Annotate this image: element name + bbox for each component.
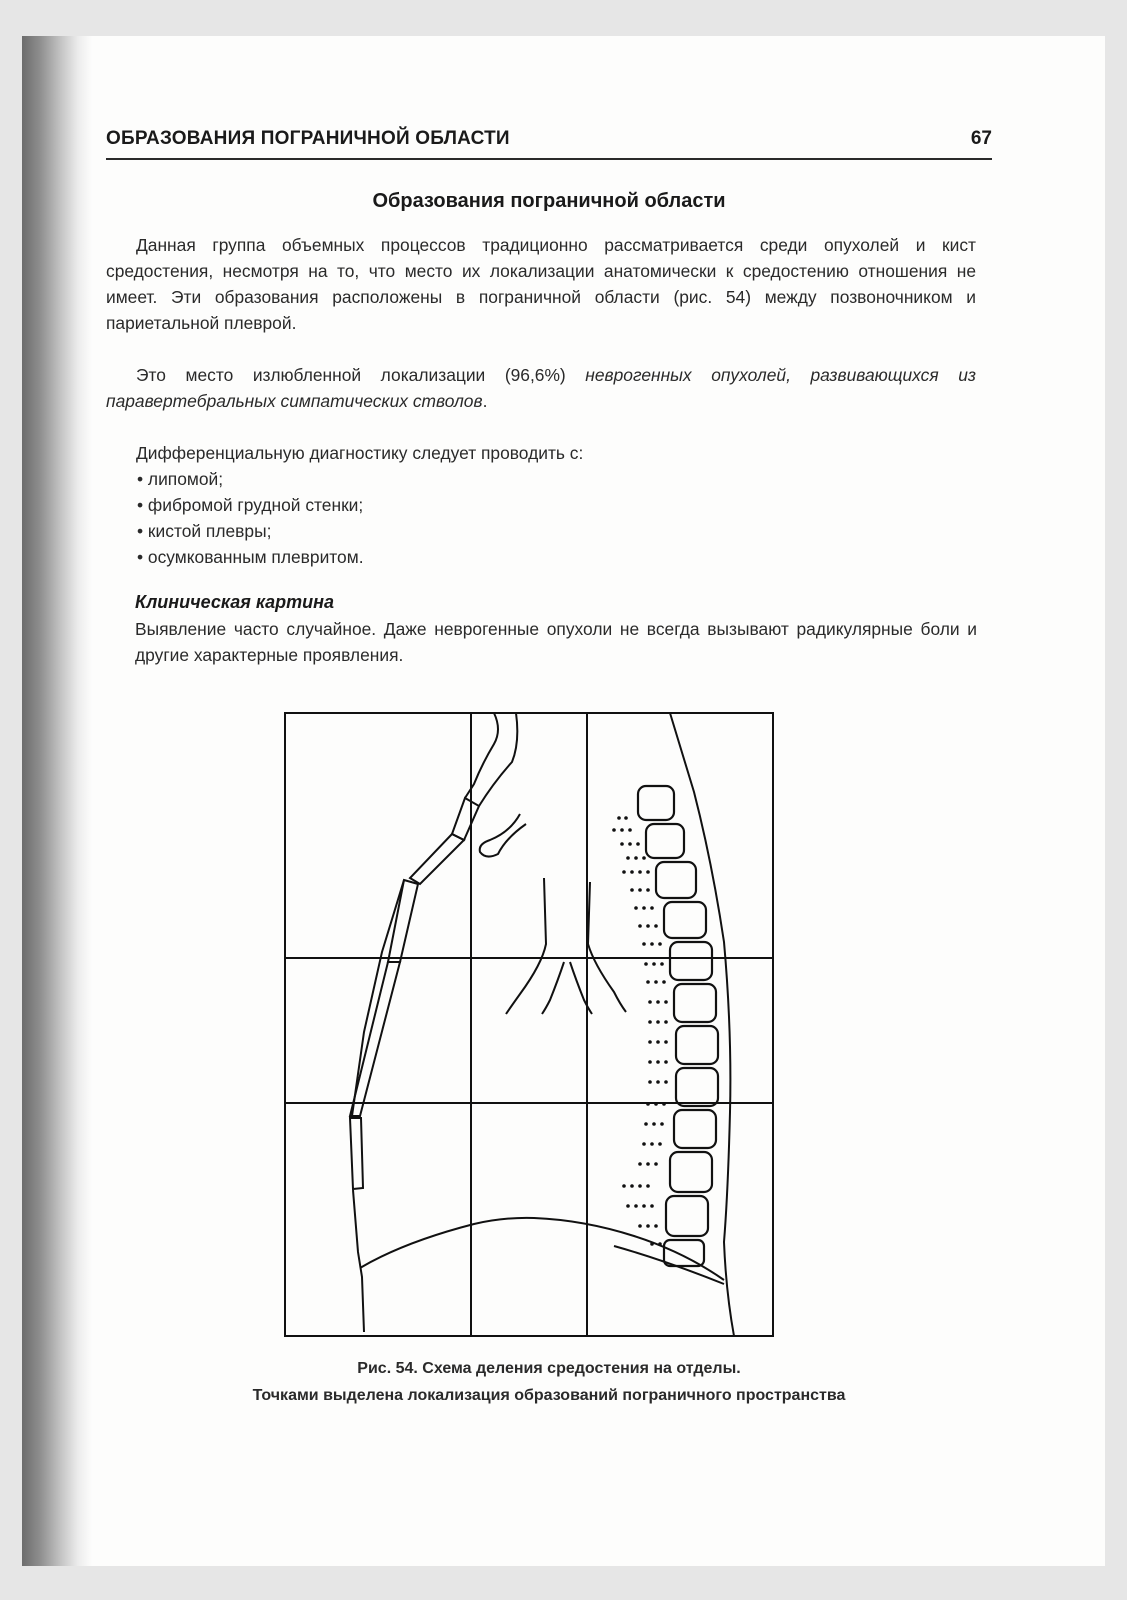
paragraph-localization-plain: Это место излюбленной локализации (96,6%) <box>136 365 586 385</box>
paragraph-intro: Данная группа объемных процессов традиционно рассматривается среди опухолей и кист средостения, несмотря на то, что место их локализации анатомически к средостению отношения не имеет. Эти образования расположены в пограничной области (рис. 54) между позвоночником и париетальной плеврой. <box>106 235 976 333</box>
list-item: • фибромой грудной стенки; <box>137 492 364 518</box>
list-item: • кистой плевры; <box>137 518 364 544</box>
running-title: ОБРАЗОВАНИЯ ПОГРАНИЧНОЙ ОБЛАСТИ <box>106 128 510 149</box>
sternum <box>350 798 479 1332</box>
page-spine-shadow <box>22 36 92 1566</box>
figure-caption-description: Точками выделена локализация образований пограничного пространства <box>252 1387 846 1404</box>
page-number: 67 <box>970 128 992 149</box>
clinical-text: Выявление часто случайное. Даже неврогенные опухоли не всегда вызывают радикулярные боли и другие характерные проявления. <box>135 619 977 665</box>
list-item: • осумкованным плевритом. <box>137 544 364 570</box>
list-item: • липомой; <box>137 466 364 492</box>
paragraph-diagnosis: Дифференциальную диагностику следует проводить с: <box>136 443 584 463</box>
trachea-and-bronchi <box>465 713 626 1014</box>
clinical-title: Клиническая картина <box>135 592 335 612</box>
paragraph-localization-italic: неврогенных опухолей, развивающихся из паравертебральных симпатических стволов <box>106 365 976 411</box>
running-header <box>106 124 992 160</box>
paravertebral-dots <box>612 816 668 1246</box>
section-title: Образования пограничной области <box>372 190 726 212</box>
vertebral-bodies <box>638 786 718 1266</box>
diaphragm <box>360 1218 724 1280</box>
mediastinum-diagram <box>284 712 774 1337</box>
book-page <box>22 36 1105 1566</box>
figure-caption-title: Рис. 54. Схема деления средостения на отделы. <box>357 1360 741 1377</box>
paragraph-localization <box>106 362 976 414</box>
diagnosis-list <box>137 466 364 570</box>
paragraph-localization-end: . <box>482 391 488 411</box>
